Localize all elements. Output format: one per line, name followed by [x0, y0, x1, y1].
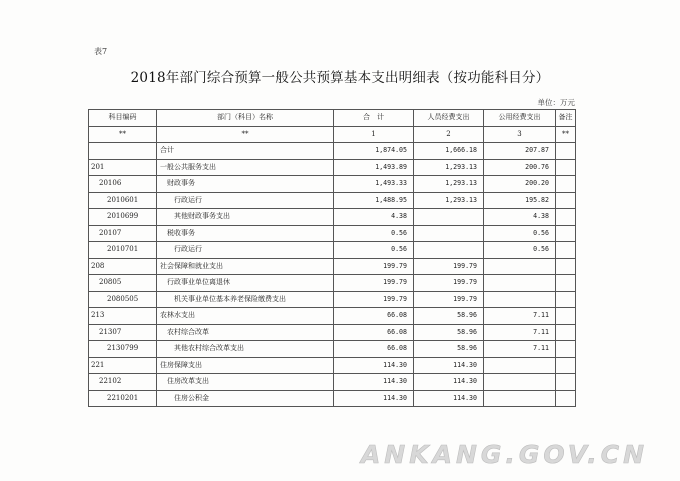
table-row [89, 275, 576, 292]
page-title: 2018年部门综合预算一般公共预算基本支出明细表（按功能科目分） [130, 70, 550, 86]
cell-total: 66.08 [334, 341, 414, 358]
cell-total: 1,493.89 [334, 159, 414, 176]
cell-note [556, 258, 576, 275]
table-row [89, 308, 576, 325]
cell-name: 行政事业单位离退休 [157, 275, 334, 292]
cell-public [484, 291, 556, 308]
cell-name: 农林水支出 [157, 308, 334, 325]
cell-code: 22102 [89, 374, 157, 391]
header-note: 备注 [556, 110, 576, 127]
cell-name: 其他农村综合改革支出 [157, 341, 334, 358]
table-header-row [89, 110, 576, 127]
cell-total: 66.08 [334, 308, 414, 325]
header-public: 公用经费支出 [484, 110, 556, 127]
cell-code: 2130799 [89, 341, 157, 358]
table-row [89, 341, 576, 358]
cell-note [556, 308, 576, 325]
table-subheader-row [89, 126, 576, 143]
cell-public: 207.87 [484, 143, 556, 160]
cell-personnel: 58.96 [414, 341, 484, 358]
cell-note [556, 374, 576, 391]
cell-note [556, 192, 576, 209]
cell-total: 114.30 [334, 374, 414, 391]
cell-public: 7.11 [484, 324, 556, 341]
cell-total: 114.30 [334, 357, 414, 374]
cell-public: 200.76 [484, 159, 556, 176]
cell-personnel: 58.96 [414, 324, 484, 341]
cell-public: 200.20 [484, 176, 556, 193]
table-row [89, 291, 576, 308]
cell-note [556, 324, 576, 341]
cell-code: 2010699 [89, 209, 157, 226]
cell-note [556, 291, 576, 308]
table-row [89, 374, 576, 391]
cell-note [556, 357, 576, 374]
cell-code: 2010701 [89, 242, 157, 259]
cell-public [484, 357, 556, 374]
cell-name: 税收事务 [157, 225, 334, 242]
cell-public: 7.11 [484, 308, 556, 325]
subheader-public: 3 [484, 126, 556, 143]
cell-personnel: 199.79 [414, 258, 484, 275]
cell-note [556, 225, 576, 242]
cell-public [484, 374, 556, 391]
cell-public: 0.56 [484, 225, 556, 242]
cell-personnel: 1,666.18 [414, 143, 484, 160]
unit-label: 单位：万元 [537, 98, 575, 107]
cell-note [556, 209, 576, 226]
cell-total: 199.79 [334, 291, 414, 308]
cell-public [484, 275, 556, 292]
subheader-total: 1 [334, 126, 414, 143]
cell-code: 213 [89, 308, 157, 325]
header-total: 合 计 [334, 110, 414, 127]
cell-note [556, 341, 576, 358]
cell-note [556, 275, 576, 292]
cell-public [484, 390, 556, 407]
cell-name: 其他财政事务支出 [157, 209, 334, 226]
cell-personnel: 58.96 [414, 308, 484, 325]
cell-code: 2210201 [89, 390, 157, 407]
cell-personnel [414, 225, 484, 242]
cell-code: 2080505 [89, 291, 157, 308]
cell-personnel [414, 209, 484, 226]
cell-total: 66.08 [334, 324, 414, 341]
cell-note [556, 242, 576, 259]
cell-note [556, 143, 576, 160]
table-row [89, 324, 576, 341]
table-row [89, 390, 576, 407]
expenditure-table [88, 109, 576, 407]
cell-name: 一般公共服务支出 [157, 159, 334, 176]
cell-public [484, 258, 556, 275]
cell-name: 住房保障支出 [157, 357, 334, 374]
cell-total: 4.38 [334, 209, 414, 226]
cell-name: 行政运行 [157, 192, 334, 209]
cell-note [556, 159, 576, 176]
cell-total: 1,493.33 [334, 176, 414, 193]
cell-note [556, 390, 576, 407]
cell-total: 0.56 [334, 242, 414, 259]
header-code: 科目编码 [89, 110, 157, 127]
cell-personnel [414, 242, 484, 259]
table-number: 表7 [94, 47, 108, 56]
cell-public: 0.56 [484, 242, 556, 259]
cell-code: 20106 [89, 176, 157, 193]
cell-total: 199.79 [334, 258, 414, 275]
table-row [89, 143, 576, 160]
cell-personnel: 114.30 [414, 357, 484, 374]
table-row [89, 209, 576, 226]
cell-name: 财政事务 [157, 176, 334, 193]
cell-name: 行政运行 [157, 242, 334, 259]
cell-public: 4.38 [484, 209, 556, 226]
subheader-note: ** [556, 126, 576, 143]
cell-personnel: 114.30 [414, 390, 484, 407]
header-name: 部门（科目）名称 [157, 110, 334, 127]
cell-personnel: 114.30 [414, 374, 484, 391]
subheader-name: ** [157, 126, 334, 143]
table-row [89, 258, 576, 275]
table-row [89, 225, 576, 242]
cell-code: 221 [89, 357, 157, 374]
subheader-personnel: 2 [414, 126, 484, 143]
cell-public: 7.11 [484, 341, 556, 358]
cell-name: 社会保障和就业支出 [157, 258, 334, 275]
table-row [89, 176, 576, 193]
cell-code: 201 [89, 159, 157, 176]
cell-name: 住房改革支出 [157, 374, 334, 391]
cell-total: 1,874.05 [334, 143, 414, 160]
cell-public: 195.82 [484, 192, 556, 209]
cell-name: 机关事业单位基本养老保险缴费支出 [157, 291, 334, 308]
cell-code: 208 [89, 258, 157, 275]
cell-code: 20805 [89, 275, 157, 292]
cell-code: 2010601 [89, 192, 157, 209]
cell-code: 21307 [89, 324, 157, 341]
cell-personnel: 1,293.13 [414, 176, 484, 193]
table-row [89, 159, 576, 176]
cell-total: 199.79 [334, 275, 414, 292]
subheader-code: ** [89, 126, 157, 143]
cell-name: 农村综合改革 [157, 324, 334, 341]
cell-personnel: 199.79 [414, 275, 484, 292]
table-row [89, 242, 576, 259]
cell-personnel: 199.79 [414, 291, 484, 308]
table-row [89, 357, 576, 374]
cell-note [556, 176, 576, 193]
header-personnel: 人员经费支出 [414, 110, 484, 127]
cell-name: 合计 [157, 143, 334, 160]
cell-code [89, 143, 157, 160]
cell-personnel: 1,293.13 [414, 159, 484, 176]
watermark-logo: ANKANG.GOV.CN [360, 440, 648, 469]
cell-total: 0.56 [334, 225, 414, 242]
cell-total: 114.30 [334, 390, 414, 407]
cell-name: 住房公积金 [157, 390, 334, 407]
cell-total: 1,488.95 [334, 192, 414, 209]
table-row [89, 192, 576, 209]
cell-code: 20107 [89, 225, 157, 242]
cell-personnel: 1,293.13 [414, 192, 484, 209]
